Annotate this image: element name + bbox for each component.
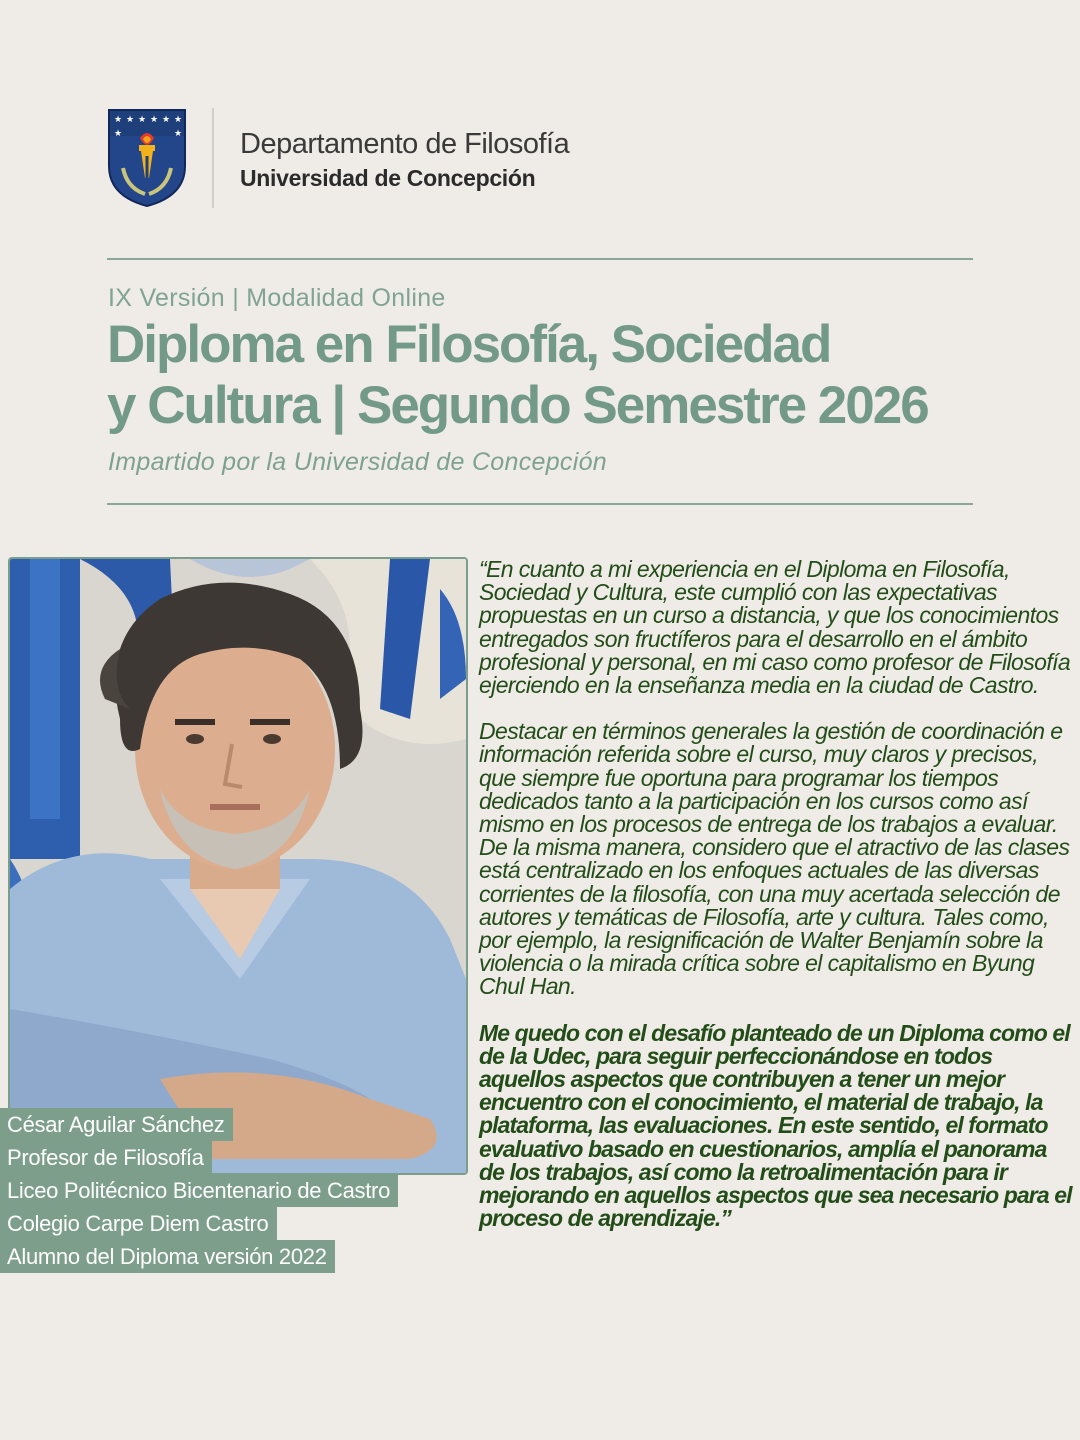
svg-text:★: ★	[174, 129, 183, 139]
svg-text:★: ★	[126, 115, 135, 125]
header	[107, 108, 973, 208]
department-name: Departamento de Filosofía	[240, 128, 570, 160]
program-title-line2: y Cultura | Segundo Semestre 2026	[107, 376, 928, 435]
university-crest-icon	[107, 108, 187, 208]
caption-role: Profesor de Filosofía	[0, 1141, 212, 1174]
program-subtitle: Impartido por la Universidad de Concepción	[108, 448, 607, 476]
caption-school-2: Colegio Carpe Diem Castro	[0, 1207, 277, 1240]
header-divider	[212, 108, 214, 208]
svg-text:★: ★	[138, 115, 147, 125]
bottom-divider	[107, 503, 973, 505]
caption-alumni: Alumno del Diploma versión 2022	[0, 1240, 335, 1273]
svg-text:★: ★	[162, 115, 171, 125]
svg-text:★: ★	[150, 115, 159, 125]
university-name: Universidad de Concepción	[240, 165, 536, 191]
quote-paragraph-1: “En cuanto a mi experiencia en el Diploma en Filosofía, Sociedad y Cultura, este cumplió con las expectativas propuestas en un curso a distancia, y que los conocimientos entregados son fructíferos para el desarrollo en el ámbito profesional y personal, en mi caso como profesor de Filosofía ejerciendo en la enseñanza media en la ciudad de Castro.	[479, 556, 1071, 699]
svg-text:★: ★	[114, 115, 123, 125]
caption-school-1: Liceo Politécnico Bicentenario de Castro	[0, 1174, 398, 1207]
quote-paragraph-4: Me quedo con el desafío planteado de un Diploma como el de la Udec, para seguir perfeccionándose en todos aquellos aspectos que contribuyen a tener un mejor encuentro con el conocimiento, el material de trabajo, la plataforma, las evaluaciones. En este sentido, el formato evaluativo basado en cuestionarios, amplía el panorama de los trabajos, así como la retroalimentación para ir mejorando en aquellos aspectos que sea necesario para el proceso de aprendizaje.”	[479, 1019, 1072, 1232]
quote-paragraph-3: De la misma manera, considero que el atractivo de las clases está centralizado en los enfoques actuales de las diversas corrientes de la filosofía, con una muy acertada selección de autores y temáticas de Filosofía, arte y cultura. Tales como, por ejemplo, la resignificación de Walter Benjamín sobre la violencia o la mirada crítica sobre el capitalismo en Byung Chul Han.	[479, 834, 1070, 1000]
caption-name: César Aguilar Sánchez	[0, 1108, 233, 1141]
quote-paragraph-2: Destacar en términos generales la gestión de coordinación e información referida sobre el curso, muy claros y precisos, que siempre fue oportuna para programar los tiempos dedicados tanto a la participación en los cursos como así mismo en los procesos de entrega de los trabajos a evaluar.	[479, 718, 1063, 838]
svg-text:★: ★	[174, 115, 183, 125]
portrait-photo-icon	[8, 557, 468, 1175]
program-title	[107, 314, 1007, 436]
svg-text:★: ★	[114, 129, 123, 139]
top-divider	[107, 258, 973, 260]
caption-list	[0, 1108, 398, 1273]
edition-label: IX Versión | Modalidad Online	[108, 284, 446, 312]
program-title-line1: Diploma en Filosofía, Sociedad	[107, 315, 831, 374]
testimonial-quote	[479, 558, 1075, 1253]
